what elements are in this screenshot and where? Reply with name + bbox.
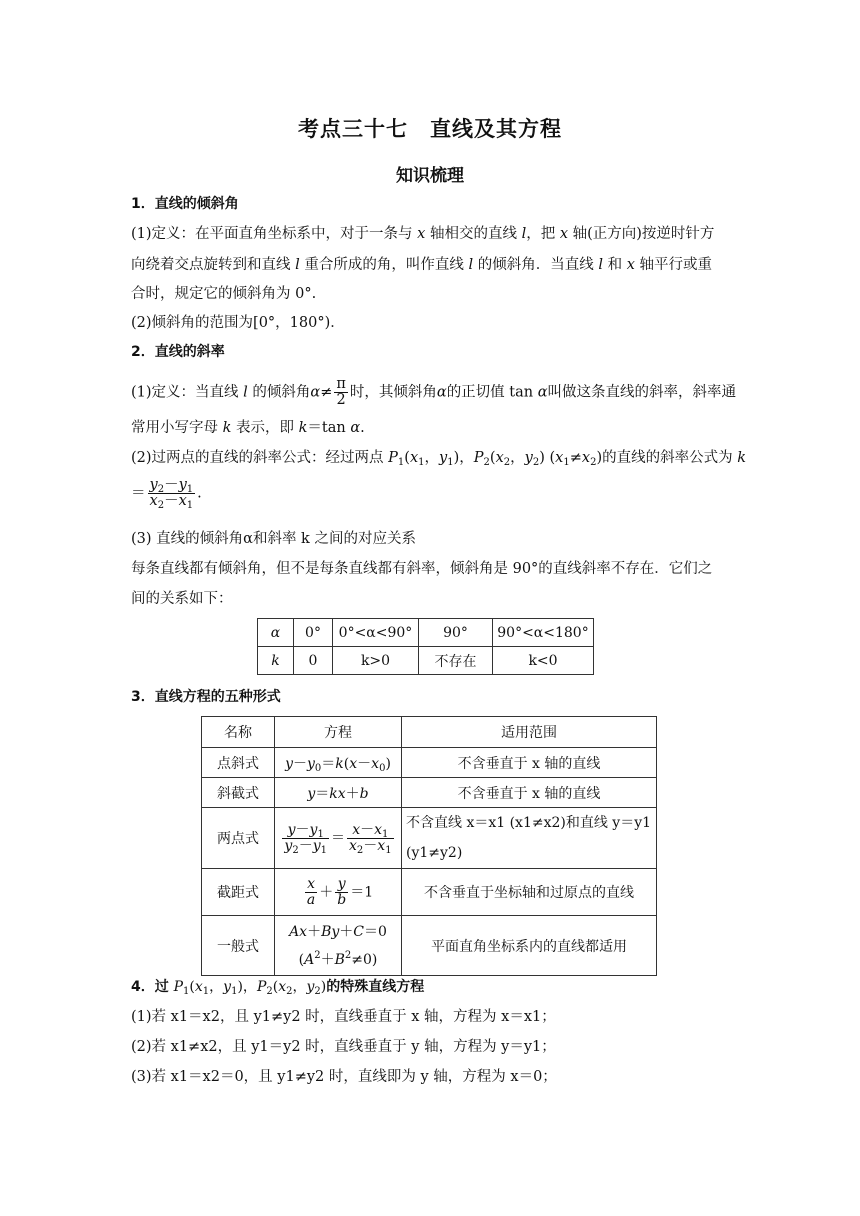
relation-para-line-2: 间的关系如下： [131, 591, 233, 607]
table-row [202, 916, 657, 976]
table-cell: 不含垂直于坐标轴和过原点的直线 [402, 869, 657, 916]
table-cell: 不含垂直于 x 轴的直线 [402, 778, 657, 808]
table-header-cell: 名称 [202, 717, 275, 748]
table-cell: 不含直线 x＝x1 (x1≠x2)和直线 y＝y1 (y1≠y2) [402, 808, 657, 869]
relation-heading: (3) 直线的倾斜角α和斜率 k 之间的对应关系 [131, 531, 416, 547]
section-2-heading: 2．直线的斜率 [131, 344, 225, 360]
table-cell: 90°<α<180° [493, 619, 594, 647]
table-row [202, 869, 657, 916]
page-title: 考点三十七 直线及其方程 [298, 117, 562, 141]
slope-formula-line-2: ＝ $\frac{y_2-y_1}{x_2-x_1}$ . [131, 477, 202, 511]
slope-definition-line-2: 常用小写字母 k 表示，即 k＝tan α. [131, 420, 365, 436]
table-cell: 不存在 [419, 647, 493, 675]
table-cell: k>0 [333, 647, 419, 675]
section-1-para-line-1: (1)定义：在平面直角坐标系中，对于一条与 x 轴相交的直线 l，把 x 轴(正方向)按逆时针方 [131, 226, 715, 242]
special-case-2: (2)若 x1≠x2，且 y1＝y2 时，直线垂直于 y 轴，方程为 y＝y1； [131, 1039, 556, 1055]
equation-cell: Ax＋By＋C＝0 $(A^2+B^2\ne 0)$ [275, 916, 402, 976]
table-cell: 一般式 [202, 916, 275, 976]
table-cell: 0° [294, 619, 333, 647]
table-row [258, 619, 594, 647]
equation-cell: $\frac{y-y_1}{y_2-y_1}$ ＝ $\frac{x-x_1}{x_2-x_1}$ [275, 808, 402, 869]
section-1-range: (2)倾斜角的范围为[0°，180°)． [131, 315, 345, 331]
section-subtitle: 知识梳理 [396, 166, 464, 186]
table-cell: 0 [294, 647, 333, 675]
section-1-para-line-3: 合时，规定它的倾斜角为 0°. [131, 286, 317, 302]
equation-cell: $\frac{x}{a}$ ＋ $\frac{y}{b}$ ＝1 [275, 869, 402, 916]
equation-cell: y＝kx＋b [275, 778, 402, 808]
table-cell: 截距式 [202, 869, 275, 916]
angle-slope-table [257, 618, 594, 675]
special-case-3: (3)若 x1＝x2＝0，且 y1≠y2 时，直线即为 y 轴，方程为 x＝0； [131, 1069, 557, 1085]
equation-cell: $y-y_0=k(x-x_0)$ [275, 748, 402, 778]
section-1-para-line-2: 向绕着交点旋转到和直线 l 重合所成的角，叫作直线 l 的倾斜角．当直线 l 和 x 轴平行或重 [131, 257, 712, 273]
slope-definition-line-1: (1)定义：当直线 l 的倾斜角α≠ $\frac{\pi}{2}$ 时，其倾斜角α的正切值 tan α叫做这条直线的斜率，斜率通 [131, 376, 737, 408]
table-cell: k<0 [493, 647, 594, 675]
section-1-heading: 1．直线的倾斜角 [131, 196, 239, 212]
table-header-cell: 适用范围 [402, 717, 657, 748]
table-row [258, 647, 594, 675]
slope-fraction: $\frac{y_2-y_1}{x_2-x_1}$ [149, 477, 194, 511]
table-row [202, 748, 657, 778]
table-cell: 点斜式 [202, 748, 275, 778]
table-row [202, 778, 657, 808]
table-header-row [202, 717, 657, 748]
table-cell: 斜截式 [202, 778, 275, 808]
table-cell: 90° [419, 619, 493, 647]
section-4-heading: 4．过 $P_1(x_1$，$y_1$)，$P_2(x_2$，$y_2$)的特殊直线方程 [131, 979, 425, 997]
relation-para-line-1: 每条直线都有倾斜角，但不是每条直线都有斜率，倾斜角是 90°的直线斜率不存在．它们之 [131, 561, 713, 577]
table-row [202, 808, 657, 869]
table-cell: 两点式 [202, 808, 275, 869]
special-case-1: (1)若 x1＝x2，且 y1≠y2 时，直线垂直于 x 轴，方程为 x＝x1； [131, 1009, 556, 1025]
slope-formula-line-1: (2)过两点的直线的斜率公式：经过两点 $P_1(x_1$，$y_1$)，$P_2(x_2$，$y_2$) $(x_1\ne x_2)$的直线的斜率公式为 k [131, 450, 747, 468]
table-cell: α [258, 619, 294, 647]
pi-over-2-fraction: $\frac{\pi}{2}$ [336, 376, 346, 408]
table-cell: k [258, 647, 294, 675]
table-header-cell: 方程 [275, 717, 402, 748]
line-equation-forms-table [201, 716, 657, 976]
section-3-heading: 3．直线方程的五种形式 [131, 689, 281, 705]
table-cell: 平面直角坐标系内的直线都适用 [402, 916, 657, 976]
table-cell: 不含垂直于 x 轴的直线 [402, 748, 657, 778]
table-cell: 0°<α<90° [333, 619, 419, 647]
